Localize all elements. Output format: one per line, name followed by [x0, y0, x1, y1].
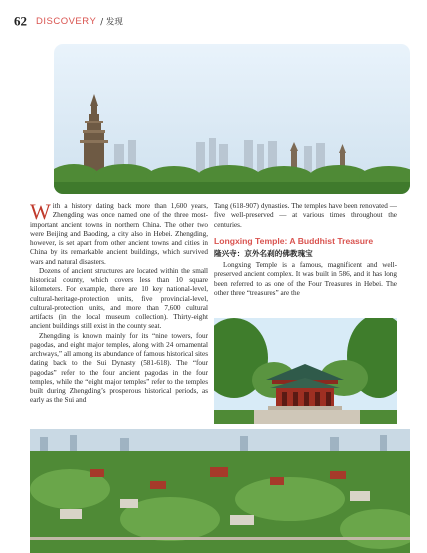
paragraph-longxing: Longxing Temple is a famous, magnificent and well-preserved ancient complex. It was built in 586, and it has long been referred to as one of the Four Treasures in Hebei. The other three “treasures” are the [214, 261, 397, 297]
drop-cap: W [30, 199, 51, 224]
subheading-cn: 隆兴寺：京外名刹的佛教瑰宝 [214, 249, 313, 258]
paragraph-pagodas: Zhengding is known mainly for its “nine towers, four pagodas, and eight major temples, along with 24 ornamental archways,” all among its abundance of famous historical sites dating back to the Sui Dynasty (581-618). The “four pagodas” refer to the four ancient pagodas in the four temples, while the “eight major temples” refer to the temples built during Zhengding’s prosperous historical periods, as early as the Sui and [30, 331, 208, 405]
article-column-right-bottom [214, 261, 397, 298]
paragraph-structures: Dozens of ancient structures are located within the small historical county, which covers less than 10 square kilometers. For example, there are 10 key national-level, cultural-heritage-protection units, five provincial-level, cultural-protection units, and more than 7,600 cultural artifacts (in the local museum collection). Thirty-eight ancient buildings still exist in the county seat. [30, 266, 208, 331]
paragraph-tang: Tang (618-907) dynasties. The temples have been renovated — five well-preserved — at various times throughout the centuries. [214, 202, 397, 229]
article-column-right-top [214, 202, 397, 230]
page-number: 62 [14, 13, 27, 29]
paragraph-intro [30, 199, 208, 267]
subheading: Longxing Temple: A Buddhist Treasure [214, 236, 374, 246]
page-header [14, 12, 123, 28]
paragraph-intro-text: ith a history dating back more than 1,600 years, Zhengding was once named one of the three most-important ancient towns in northern China. The other two were Beijing and Baoding, a city also in Hebei. Zhengding, however, is set apart from other ancient towns and cities in China by its remarkable ancient buildings, which survived wars and natural disasters. [30, 202, 208, 266]
temple-photo [214, 318, 397, 424]
aerial-city-photo [30, 429, 410, 553]
skyline-photo [54, 44, 410, 194]
article-column-left [30, 199, 208, 406]
section-title-cn: / 发现 [100, 17, 123, 28]
section-title: DISCOVERY [36, 15, 97, 27]
